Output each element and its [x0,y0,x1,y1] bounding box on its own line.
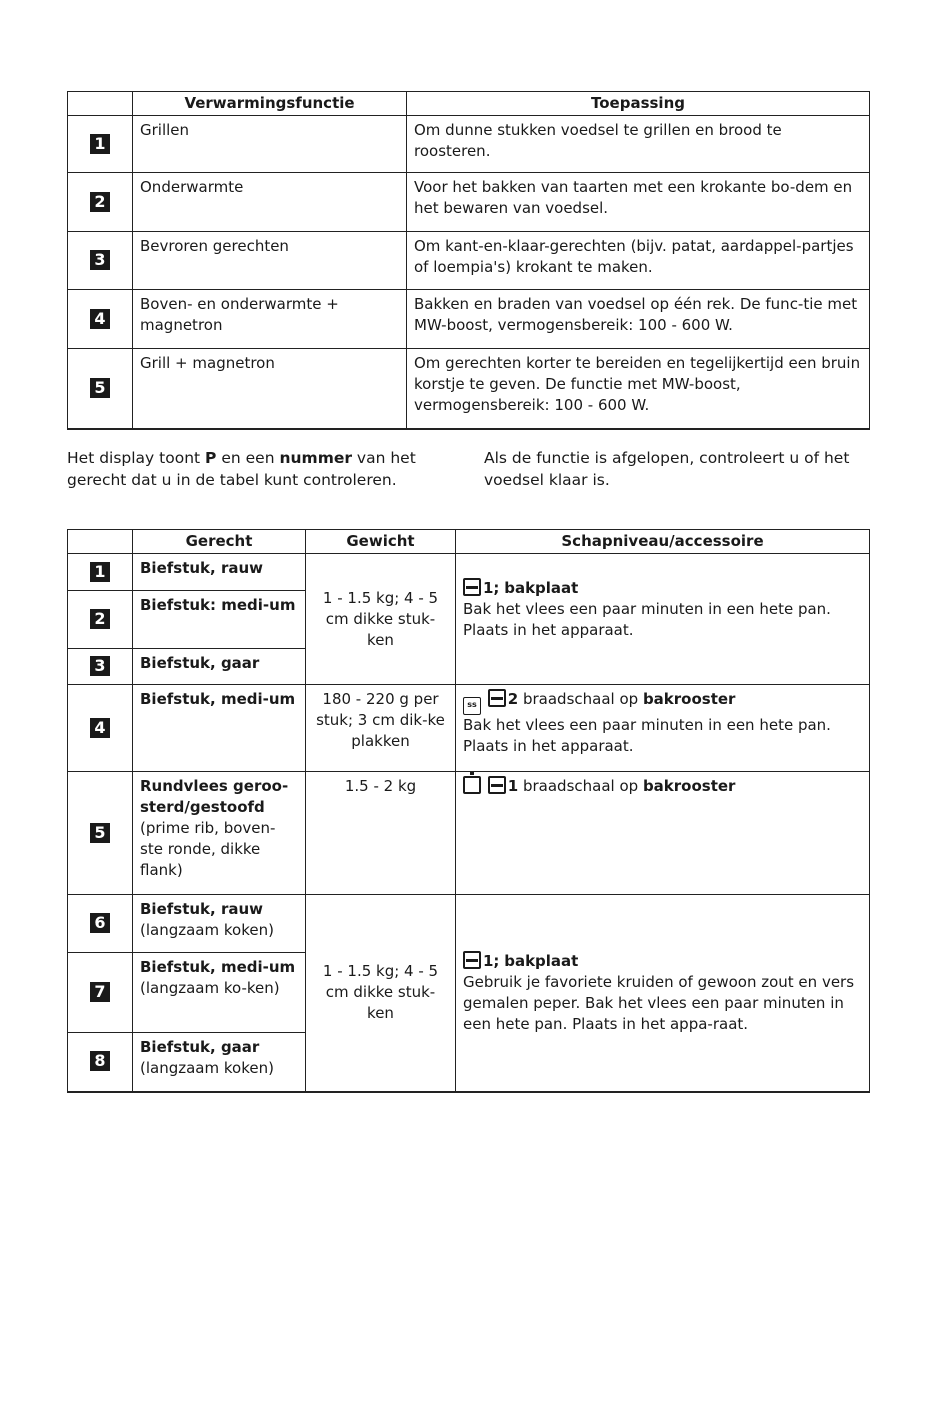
display-note: Het display toont P en een nummer van het gerecht dat u in de tabel kunt controleren. [67,449,416,489]
function-cell: Onderwarmte [133,173,407,232]
dishes-table [67,529,870,1093]
header-dish: Gerecht [133,530,306,554]
shelf-icon [463,578,481,596]
finish-note: Als de functie is afgelopen, controleert u of het voedsel klaar is. [484,449,850,489]
use-cell: Om dunne stukken voedsel te grillen en brood te roosteren. [407,116,870,173]
function-cell: Boven- en onderwarmte + magnetron [133,290,407,349]
dish-cell: Biefstuk, rauw [133,554,306,591]
number-badge: 7 [90,982,110,1002]
roasting-dish-icon [463,776,481,794]
shelf-icon [488,689,506,707]
shelf-cell: 1; bakplaat Bak het vlees een paar minuten in een hete pan. Plaats in het apparaat. [456,554,870,685]
number-badge: 2 [90,192,110,212]
weight-cell: 1 - 1.5 kg; 4 - 5 cm dikke stuk-ken [306,554,456,685]
number-badge: 2 [90,609,110,629]
number-badge: 4 [90,718,110,738]
shelf-icon [488,776,506,794]
weight-cell: 180 - 220 g per stuk; 3 cm dik-ke plakken [306,685,456,772]
dish-cell: Rundvlees geroo-sterd/gestoofd (prime rib, boven-ste ronde, dikke flank) [133,772,306,895]
dish-cell: Biefstuk, medi-um (langzaam ko-ken) [133,953,306,1033]
function-cell: Grillen [133,116,407,173]
header-weight: Gewicht [306,530,456,554]
number-badge: 5 [90,823,110,843]
number-badge: 4 [90,309,110,329]
dish-cell: Biefstuk, gaar [133,649,306,685]
header-use: Toepassing [407,92,870,116]
heating-functions-table [67,91,870,430]
function-cell: Bevroren gerechten [133,232,407,290]
shelf-icon [463,951,481,969]
number-badge: 3 [90,250,110,270]
dish-cell: Biefstuk, medi-um [133,685,306,772]
number-badge: 8 [90,1051,110,1071]
number-badge: 1 [90,562,110,582]
use-cell: Bakken en braden van voedsel op één rek. De func-tie met MW-boost, vermogensbereik: 100 - 600 W. [407,290,870,349]
number-badge: 6 [90,913,110,933]
use-cell: Voor het bakken van taarten met een krokante bo-dem en het bewaren van voedsel. [407,173,870,232]
dish-cell: Biefstuk, gaar (langzaam koken) [133,1033,306,1092]
dish-cell: Biefstuk, rauw (langzaam koken) [133,895,306,953]
number-badge: 5 [90,378,110,398]
use-cell: Om kant-en-klaar-gerechten (bijv. patat, aardappel-partjes of loempia's) krokant te maken. [407,232,870,290]
shelf-cell: 1; bakplaat Gebruik je favoriete kruiden of gewoon zout en vers gemalen peper. Bak het vlees een paar minuten in een hete pan. Plaats in het appa-raat. [456,895,870,1092]
header-function: Verwarmingsfunctie [133,92,407,116]
function-cell: Grill + magnetron [133,349,407,429]
shelf-cell: ss 2 braadschaal op bakrooster Bak het vlees een paar minuten in een hete pan. Plaats in het apparaat. [456,685,870,772]
weight-cell: 1.5 - 2 kg [306,772,456,895]
number-badge: 1 [90,134,110,154]
grill-heat-icon: ss [463,697,481,715]
header-shelf: Schapniveau/accessoire [456,530,870,554]
shelf-cell: 1 braadschaal op bakrooster [456,772,870,895]
weight-cell: 1 - 1.5 kg; 4 - 5 cm dikke stuk-ken [306,895,456,1092]
number-badge: 3 [90,656,110,676]
use-cell: Om gerechten korter te bereiden en tegelijkertijd een bruin korstje te geven. De functie met MW-boost, vermogensbereik: 100 - 600 W. [407,349,870,429]
dish-cell: Biefstuk: medi-um [133,591,306,649]
